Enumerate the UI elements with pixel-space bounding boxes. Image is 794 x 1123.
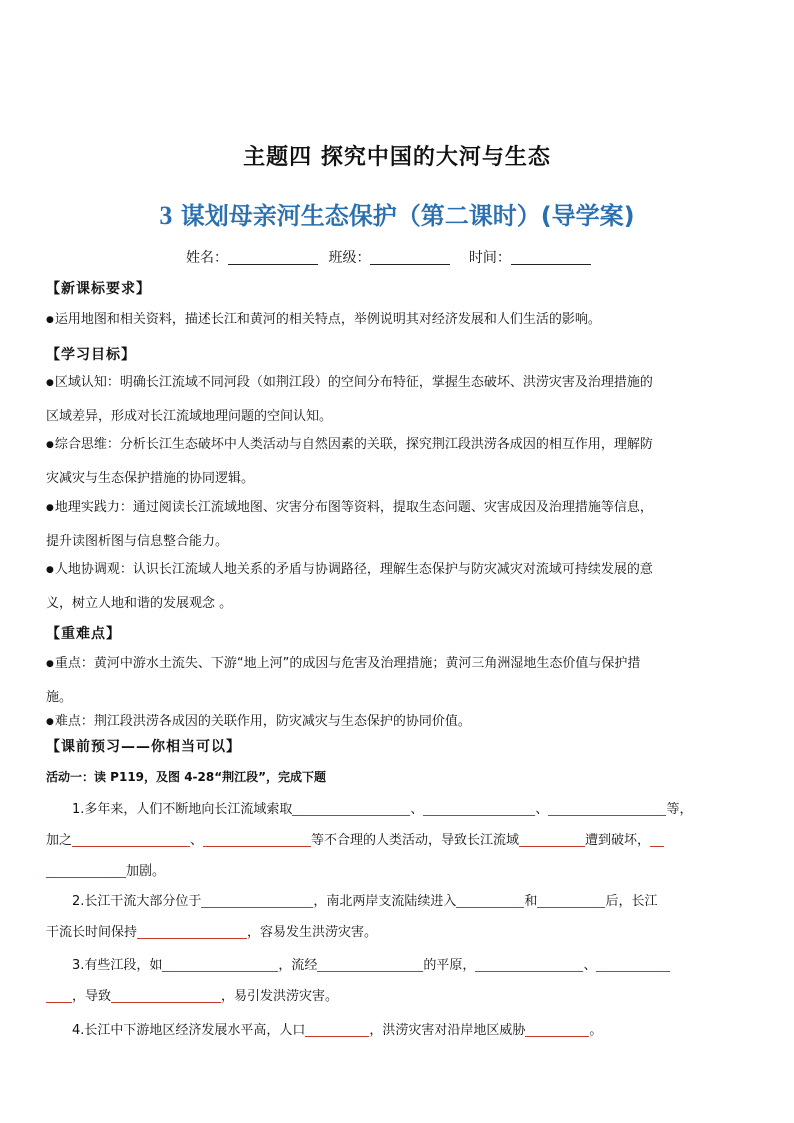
- answer-blank[interactable]: [537, 894, 605, 908]
- section-heading-standard: 【新课标要求】: [46, 281, 151, 297]
- key-point-item: ●重点：黄河中游水土流失、下游“地上河”的成因与危害及治理措施；黄河三角洲湿地生态价值与保护措 施。: [46, 656, 641, 705]
- time-label: 时间：: [468, 250, 511, 266]
- answer-blank[interactable]: [46, 864, 126, 878]
- answer-blank[interactable]: [475, 958, 583, 972]
- answer-blank[interactable]: [201, 894, 313, 908]
- key-point-item: ●难点：荆江段洪涝各成因的关联作用，防灾减灾与生态保护的协同价值。: [46, 714, 471, 729]
- question-2: 2.长江干流大部分位于 ，南北两岸支流陆续进入 和 后，长江 干流长时间保持 ，容易发生洪涝灾害。: [46, 894, 658, 940]
- lesson-number: 3: [159, 201, 173, 230]
- lesson-title: 谋划母亲河生态保护（第二课时）(导学案): [180, 202, 635, 230]
- answer-blank[interactable]: [423, 802, 535, 816]
- time-blank[interactable]: [511, 250, 591, 265]
- answer-blank[interactable]: [111, 989, 221, 1003]
- question-4: 4.长江中下游地区经济发展水平高，人口 ，洪涝灾害对沿岸地区威胁 。: [72, 1023, 603, 1038]
- answer-blank[interactable]: [305, 1023, 369, 1037]
- name-label: 姓名：: [186, 250, 228, 266]
- answer-blank[interactable]: [548, 802, 666, 816]
- answer-blank[interactable]: [162, 958, 278, 972]
- activity-heading: 活动一：读 P119，及图 4-28“荆江段”，完成下题: [46, 770, 327, 784]
- question-1: 1.多年来，人们不断地向长江流域索取 、 、 等， 加之 、 等不合理的人类活动，导致长江流域 遭到破坏， 加剧。: [46, 802, 693, 879]
- answer-blank[interactable]: [72, 833, 190, 847]
- name-blank[interactable]: [228, 250, 318, 265]
- standard-text: ●运用地图和相关资料，描述长江和黄河的相关特点，举例说明其对经济发展和人们生活的影响。: [46, 312, 601, 327]
- goal-item: ●综合思维：分析长江生态破坏中人类活动与自然因素的关联，探究荆江段洪涝各成因的相互作用，理解防 灾减灾与生态保护措施的协同逻辑。: [46, 437, 653, 486]
- answer-blank[interactable]: [317, 958, 423, 972]
- student-info-row: [186, 247, 591, 267]
- answer-blank[interactable]: [596, 958, 670, 972]
- answer-blank[interactable]: [137, 925, 247, 939]
- goal-item: ●人地协调观：认识长江流域人地关系的矛盾与协调路径，理解生态保护与防灾减灾对流域可持续发展的意 义，树立人地和谐的发展观念 。: [46, 562, 653, 611]
- page-title: 主题四 探究中国的大河与生态: [243, 145, 551, 170]
- answer-blank[interactable]: [456, 894, 524, 908]
- answer-blank[interactable]: [46, 989, 72, 1003]
- goal-item: ●区域认知：明确长江流域不同河段（如荆江段）的空间分布特征，掌握生态破坏、洪涝灾害及治理措施的 区域差异，形成对长江流域地理问题的空间认知。: [46, 375, 653, 424]
- answer-blank[interactable]: [519, 833, 585, 847]
- answer-blank[interactable]: [203, 833, 311, 847]
- class-blank[interactable]: [370, 250, 450, 265]
- lesson-subtitle: [0, 196, 794, 231]
- answer-blank[interactable]: [650, 833, 664, 847]
- answer-blank[interactable]: [292, 802, 410, 816]
- class-label: 班级：: [328, 250, 371, 266]
- goal-item: ●地理实践力：通过阅读长江流域地图、灾害分布图等资料，提取生态问题、灾害成因及治理措施等信息， 提升读图析图与信息整合能力。: [46, 500, 653, 549]
- section-heading-key-points: 【重难点】: [46, 626, 121, 642]
- answer-blank[interactable]: [525, 1023, 589, 1037]
- question-3: 3.有些江段，如 ，流经 的平原， 、 ，导致 ，易引发洪涝灾害。: [46, 950, 736, 1012]
- section-heading-preview: 【课前预习——你相当可以】: [46, 739, 241, 755]
- section-heading-goals: 【学习目标】: [46, 347, 136, 363]
